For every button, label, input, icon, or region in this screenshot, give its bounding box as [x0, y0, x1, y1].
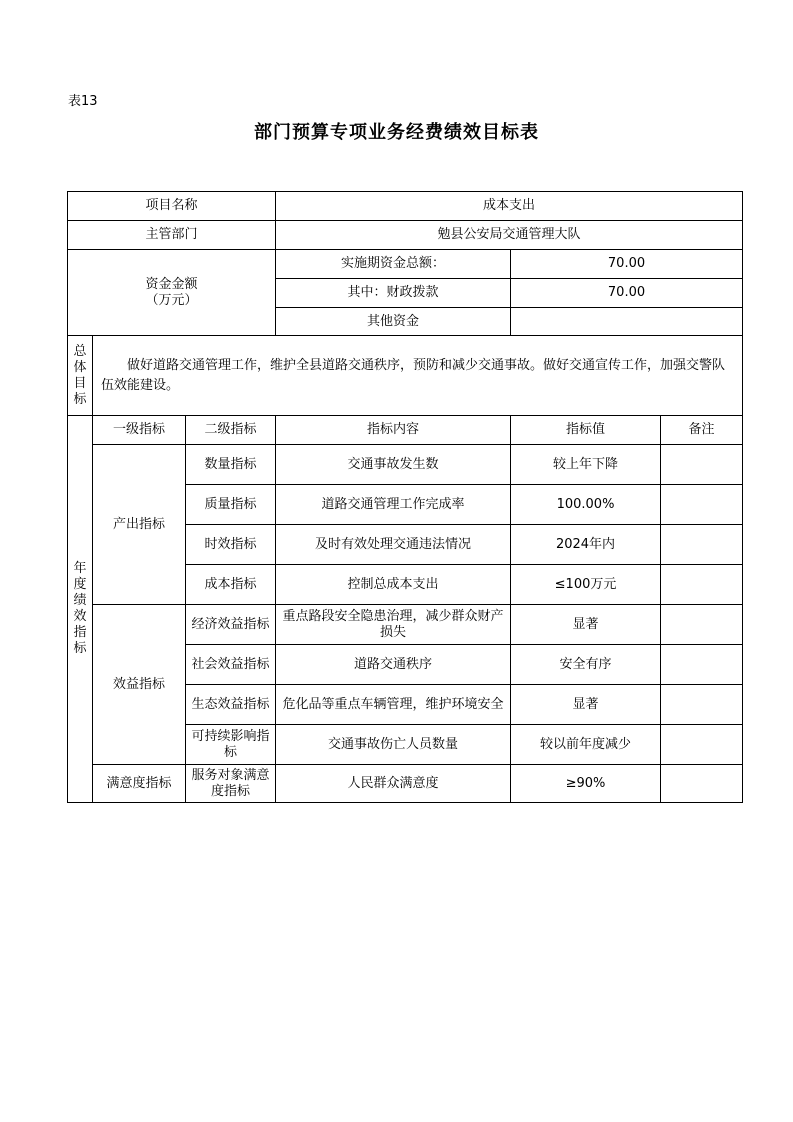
table-row [68, 445, 743, 485]
note-cell [661, 445, 743, 485]
indicator-header-row [68, 416, 743, 445]
funds-other-value [511, 308, 743, 336]
note-cell [661, 685, 743, 725]
value-cell: 较上年下降 [511, 445, 661, 485]
header-note: 备注 [661, 416, 743, 445]
performance-goal-table [67, 191, 743, 803]
department-value: 勉县公安局交通管理大队 [276, 221, 743, 250]
level2-cell: 数量指标 [186, 445, 276, 485]
project-name-row [68, 192, 743, 221]
content-cell: 交通事故发生数 [276, 445, 511, 485]
project-name-value: 成本支出 [276, 192, 743, 221]
header-level2: 二级指标 [186, 416, 276, 445]
note-cell [661, 725, 743, 765]
department-row [68, 221, 743, 250]
value-cell: 2024年内 [511, 525, 661, 565]
content-cell: 控制总成本支出 [276, 565, 511, 605]
level2-cell: 社会效益指标 [186, 645, 276, 685]
level2-cell: 时效指标 [186, 525, 276, 565]
overall-goal-row [68, 336, 743, 416]
annual-indicator-label: 年度绩效指标 [68, 416, 93, 803]
level2-cell: 服务对象满意度指标 [186, 765, 276, 803]
output-indicator-label: 产出指标 [93, 445, 186, 605]
note-cell [661, 645, 743, 685]
level2-cell: 成本指标 [186, 565, 276, 605]
content-cell: 道路交通管理工作完成率 [276, 485, 511, 525]
note-cell [661, 565, 743, 605]
content-cell: 道路交通秩序 [276, 645, 511, 685]
table-row [68, 765, 743, 803]
funds-other-label: 其他资金 [276, 308, 511, 336]
content-cell: 交通事故伤亡人员数量 [276, 725, 511, 765]
note-cell [661, 485, 743, 525]
content-cell: 危化品等重点车辆管理，维护环境安全 [276, 685, 511, 725]
table-number: 表13 [68, 94, 98, 109]
value-cell: 100.00% [511, 485, 661, 525]
value-cell: 较以前年度减少 [511, 725, 661, 765]
funds-fiscal-value: 70.00 [511, 279, 743, 308]
page-title: 部门预算专项业务经费绩效目标表 [254, 122, 539, 143]
header-content: 指标内容 [276, 416, 511, 445]
level2-cell: 可持续影响指标 [186, 725, 276, 765]
overall-goal-label: 总体目标 [68, 336, 93, 416]
value-cell: ≤100万元 [511, 565, 661, 605]
funds-total-label: 实施期资金总额： [276, 250, 511, 279]
level2-cell: 经济效益指标 [186, 605, 276, 645]
content-cell: 及时有效处理交通违法情况 [276, 525, 511, 565]
value-cell: ≥90% [511, 765, 661, 803]
funds-fiscal-label: 其中：财政拨款 [276, 279, 511, 308]
department-label: 主管部门 [68, 221, 276, 250]
funds-label [68, 250, 276, 336]
value-cell: 显著 [511, 605, 661, 645]
table-row [68, 605, 743, 645]
value-cell: 安全有序 [511, 645, 661, 685]
content-cell: 人民群众满意度 [276, 765, 511, 803]
note-cell [661, 605, 743, 645]
benefit-indicator-label: 效益指标 [93, 605, 186, 765]
level2-cell: 质量指标 [186, 485, 276, 525]
project-name-label: 项目名称 [68, 192, 276, 221]
content-cell: 重点路段安全隐患治理，减少群众财产损失 [276, 605, 511, 645]
funds-total-row [68, 250, 743, 279]
header-value: 指标值 [511, 416, 661, 445]
note-cell [661, 525, 743, 565]
level2-cell: 生态效益指标 [186, 685, 276, 725]
funds-label-line2: （万元） [145, 292, 198, 308]
overall-goal-text: 做好道路交通管理工作，维护全县道路交通秩序，预防和减少交通事故。做好交通宣传工作，加强交警队伍效能建设。 [93, 336, 743, 416]
value-cell: 显著 [511, 685, 661, 725]
funds-label-line1: 资金金额 [145, 276, 198, 292]
satisfaction-indicator-label: 满意度指标 [93, 765, 186, 803]
header-level1: 一级指标 [93, 416, 186, 445]
funds-total-value: 70.00 [511, 250, 743, 279]
note-cell [661, 765, 743, 803]
